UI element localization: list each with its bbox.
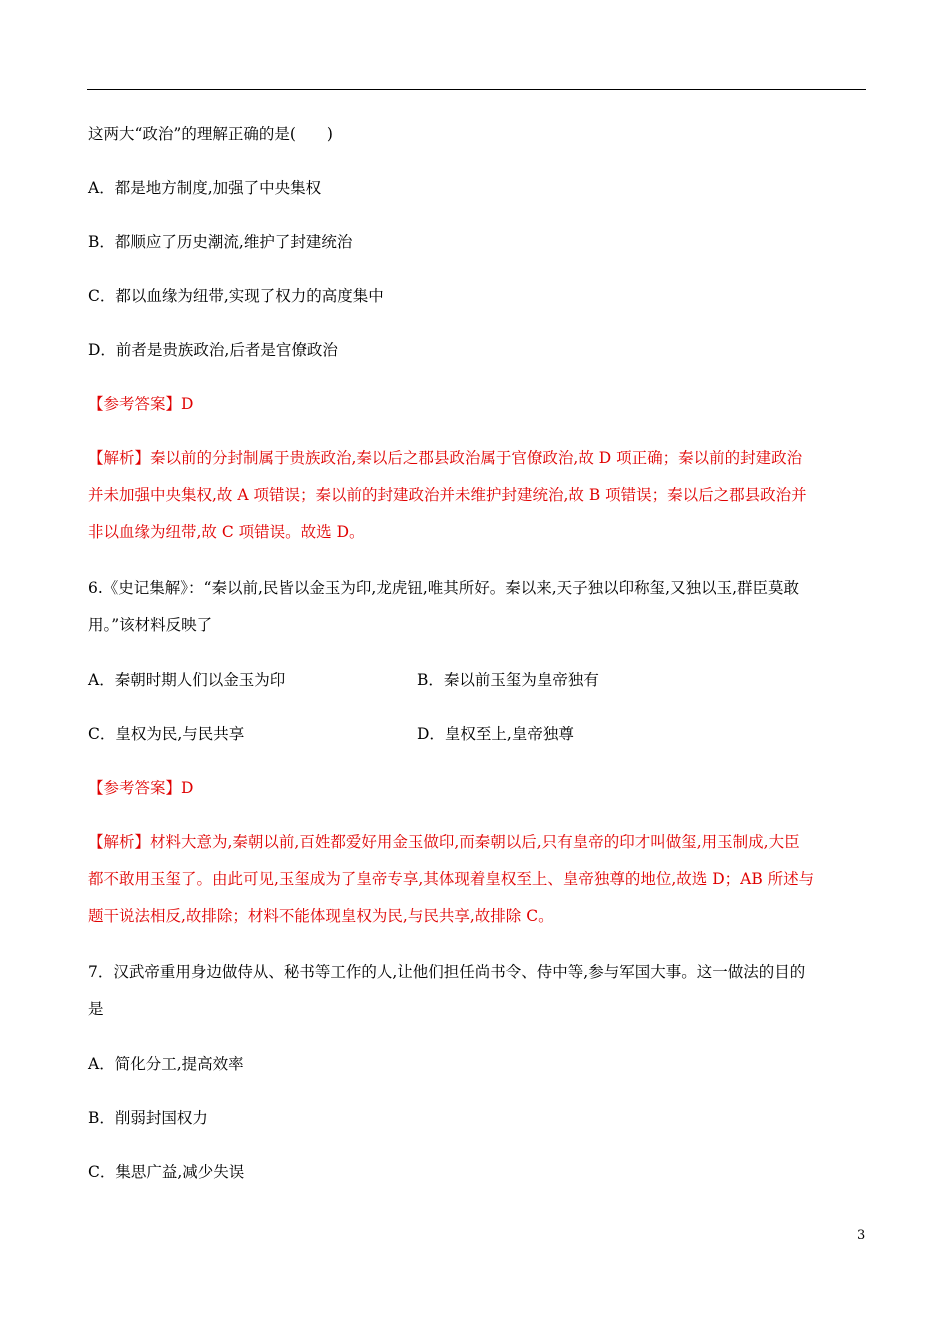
q6-option-d: D．皇权至上,皇帝独尊 (417, 725, 574, 743)
q7-stem-line: 是 (88, 1000, 104, 1018)
q5-analysis-line: 【解析】秦以前的分封制属于贵族政治,秦以后之郡县政治属于官僚政治,故 D 项正确；秦以前的封建政治 (88, 449, 803, 467)
q7-option-c: C．集思广益,减少失误 (88, 1163, 245, 1181)
q6-analysis-line: 【解析】材料大意为,秦朝以前,百姓都爱好用金玉做印,而秦朝以后,只有皇帝的印才叫做玺,用玉制成,大臣 (88, 833, 800, 851)
q6-stem-line: 用。”该材料反映了 (88, 616, 213, 634)
q7-stem-line: 7．汉武帝重用身边做侍从、秘书等工作的人,让他们担任尚书令、侍中等,参与军国大事。这一做法的目的 (88, 963, 806, 981)
q5-option-a: A．都是地方制度,加强了中央集权 (88, 179, 322, 197)
q7-option-b: B．削弱封国权力 (88, 1109, 208, 1127)
q6-stem-line: 6.《史记集解》：“秦以前,民皆以金玉为印,龙虎钮,唯其所好。秦以来,天子独以印称玺,又独以玉,群臣莫敢 (88, 579, 800, 597)
header-rule (87, 89, 866, 90)
q6-option-c: C．皇权为民,与民共享 (88, 725, 245, 743)
q5-answer: 【参考答案】D (88, 395, 194, 413)
q5-option-d: D．前者是贵族政治,后者是官僚政治 (88, 341, 338, 359)
q6-analysis-line: 都不敢用玉玺了。由此可见,玉玺成为了皇帝专享,其体现着皇权至上、皇帝独尊的地位,故选 D；AB 所述与 (88, 870, 815, 888)
q6-analysis-line: 题干说法相反,故排除；材料不能体现皇权为民,与民共享,故排除 C。 (88, 907, 554, 925)
q6-answer: 【参考答案】D (88, 779, 194, 797)
q5-option-c: C．都以血缘为纽带,实现了权力的高度集中 (88, 287, 384, 305)
q5-stem: 这两大“政治”的理解正确的是( ) (88, 125, 333, 143)
q6-option-b: B．秦以前玉玺为皇帝独有 (417, 671, 599, 689)
q5-option-b: B．都顺应了历史潮流,维护了封建统治 (88, 233, 353, 251)
q5-analysis-line: 非以血缘为纽带,故 C 项错误。故选 D。 (88, 523, 365, 541)
q5-analysis-line: 并未加强中央集权,故 A 项错误；秦以前的封建政治并未维护封建统治,故 B 项错误；秦以后之郡县政治并 (88, 486, 807, 504)
q6-option-a: A．秦朝时期人们以金玉为印 (88, 671, 286, 689)
q7-option-a: A．简化分工,提高效率 (88, 1055, 244, 1073)
page-number: 3 (857, 1228, 866, 1243)
